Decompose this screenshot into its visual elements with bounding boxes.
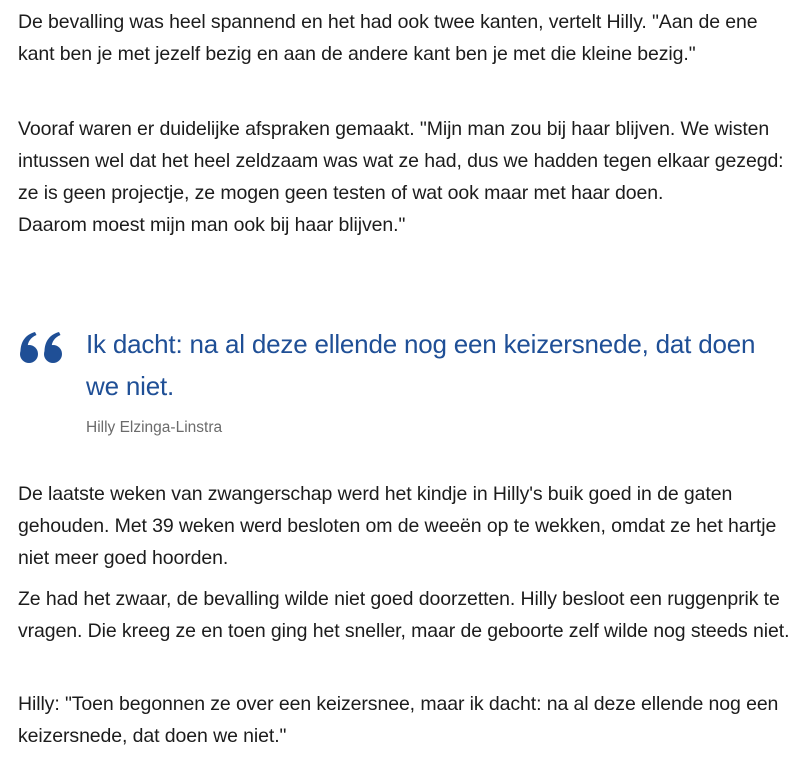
pull-quote [18,322,798,452]
paragraph-text: Vooraf waren er duidelijke afspraken gemaakt. "Mijn man zou bij haar blijven. We wisten intussen wel dat het heel zeldzaam was wat ze had, dus we hadden tegen elkaar gezegd: ze is geen projectje, ze mogen geen testen of wat ook maar met haar doen. [18,118,784,204]
quote-mark-icon [18,322,74,370]
paragraph-text: Daarom moest mijn man ook bij haar blijven." [18,214,406,236]
paragraph [18,113,798,241]
quote-author: Hilly Elzinga-Linstra [86,419,223,436]
paragraph: Ze had het zwaar, de bevalling wilde niet goed doorzetten. Hilly besloot een ruggenprik te vragen. Die kreeg ze en toen ging het sneller, maar de geboorte zelf wilde nog steeds niet. [18,588,790,642]
quote-text: Ik dacht: na al deze ellende nog een keizersnede, dat doen we niet. [86,329,756,401]
paragraph: De bevalling was heel spannend en het had ook twee kanten, vertelt Hilly. "Aan de ene kant ben je met jezelf bezig en aan de andere kant ben je met die kleine bezig." [18,11,758,65]
paragraph: De laatste weken van zwangerschap werd het kindje in Hilly's buik goed in de gaten gehouden. Met 39 weken werd besloten om de weeën op te wekken, omdat ze het hartje niet meer goed hoorden. [18,483,777,569]
paragraph: Hilly: "Toen begonnen ze over een keizersnee, maar ik dacht: na al deze ellende nog een keizersnede, dat doen we niet." [18,693,779,747]
